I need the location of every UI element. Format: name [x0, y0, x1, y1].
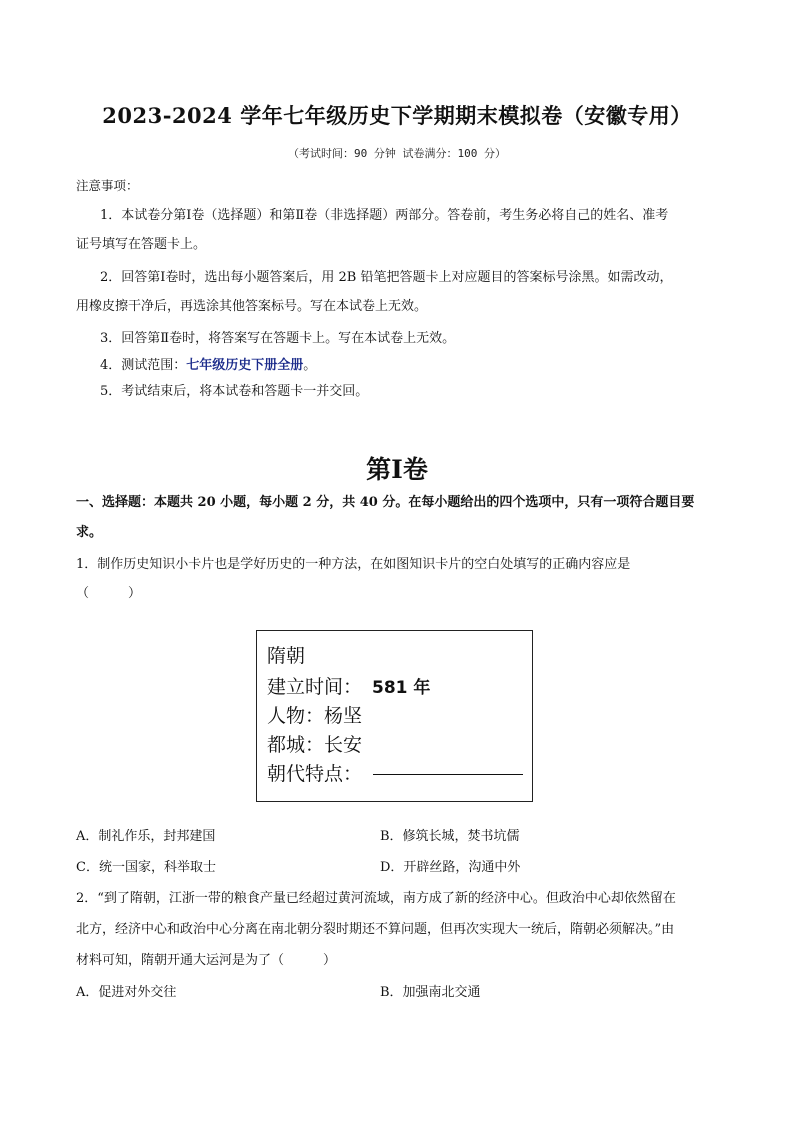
card-founded-label: 建立时间： [267, 676, 363, 698]
note-item-1-line-1: 1．本试卷分第Ⅰ卷（选择题）和第Ⅱ卷（非选择题）两部分。答卷前，考生务必将自己的姓名、准考 [100, 208, 669, 223]
note-item-4-suffix: 。 [303, 358, 317, 373]
section-intro-line-1: 一、选择题：本题共 20 小题，每小题 2 分，共 40 分。在每小题给出的四个选项中，只有一项符合题目要 [76, 495, 695, 510]
question-1-bracket: （ ） [76, 586, 142, 601]
test-scope: 七年级历史下册全册 [186, 358, 304, 373]
section-intro-line-2: 求。 [76, 525, 103, 540]
q2-option-b: B．加强南北交通 [380, 985, 481, 1000]
q1-option-d: D．开辟丝路，沟通中外 [380, 860, 521, 875]
card-answer-blank [373, 774, 523, 775]
section-title: 第Ⅰ卷 [366, 455, 428, 484]
q1-option-a: A．制礼作乐，封邦建国 [76, 829, 216, 844]
card-person: 人物：杨坚 [267, 705, 363, 727]
note-item-3: 3．回答第Ⅱ卷时，将答案写在答题卡上。写在本试卷上无效。 [100, 331, 456, 346]
question-2-line-3: 材料可知，隋朝开通大运河是为了（ ） [76, 953, 337, 968]
note-item-2-line-1: 2．回答第Ⅰ卷时，选出每小题答案后，用 2B 铅笔把答题卡上对应题目的答案标号涂黑。如需改动， [100, 270, 673, 285]
q1-option-b: B．修筑长城，焚书坑儒 [380, 829, 520, 844]
card-dynasty: 隋朝 [267, 645, 306, 667]
note-item-1-line-2: 证号填写在答题卡上。 [76, 237, 207, 252]
card-capital: 都城：长安 [267, 734, 363, 756]
card-founded [267, 672, 430, 699]
question-2-line-1: 2．“到了隋朝，江浙一带的粮食产量已经超过黄河流域，南方成了新的经济中心。但政治中心却依然留在 [76, 891, 676, 906]
knowledge-card [256, 630, 533, 802]
note-item-4 [100, 358, 316, 374]
note-item-4-prefix: 4．测试范围： [100, 358, 187, 373]
q1-option-c: C．统一国家，科举取士 [76, 860, 216, 875]
exam-subtitle: （考试时间：90 分钟 试卷满分：100 分） [288, 147, 506, 160]
card-founded-value: 581 年 [372, 678, 431, 698]
note-item-2-line-2: 用橡皮擦干净后，再选涂其他答案标号。写在本试卷上无效。 [76, 299, 428, 314]
question-2-line-2: 北方，经济中心和政治中心分离在南北朝分裂时期还不算问题，但再次实现大一统后，隋朝必须解决。”由 [76, 922, 675, 937]
exam-title: 2023-2024 学年七年级历史下学期期末模拟卷（安徽专用） [102, 103, 692, 128]
card-feature-label: 朝代特点： [267, 763, 363, 785]
notes-heading: 注意事项： [76, 178, 139, 193]
q2-option-a: A．促进对外交往 [76, 985, 177, 1000]
question-1-stem: 1．制作历史知识小卡片也是学好历史的一种方法，在如图知识卡片的空白处填写的正确内容应是 [76, 557, 631, 572]
note-item-5: 5．考试结束后，将本试卷和答题卡一并交回。 [100, 384, 369, 399]
